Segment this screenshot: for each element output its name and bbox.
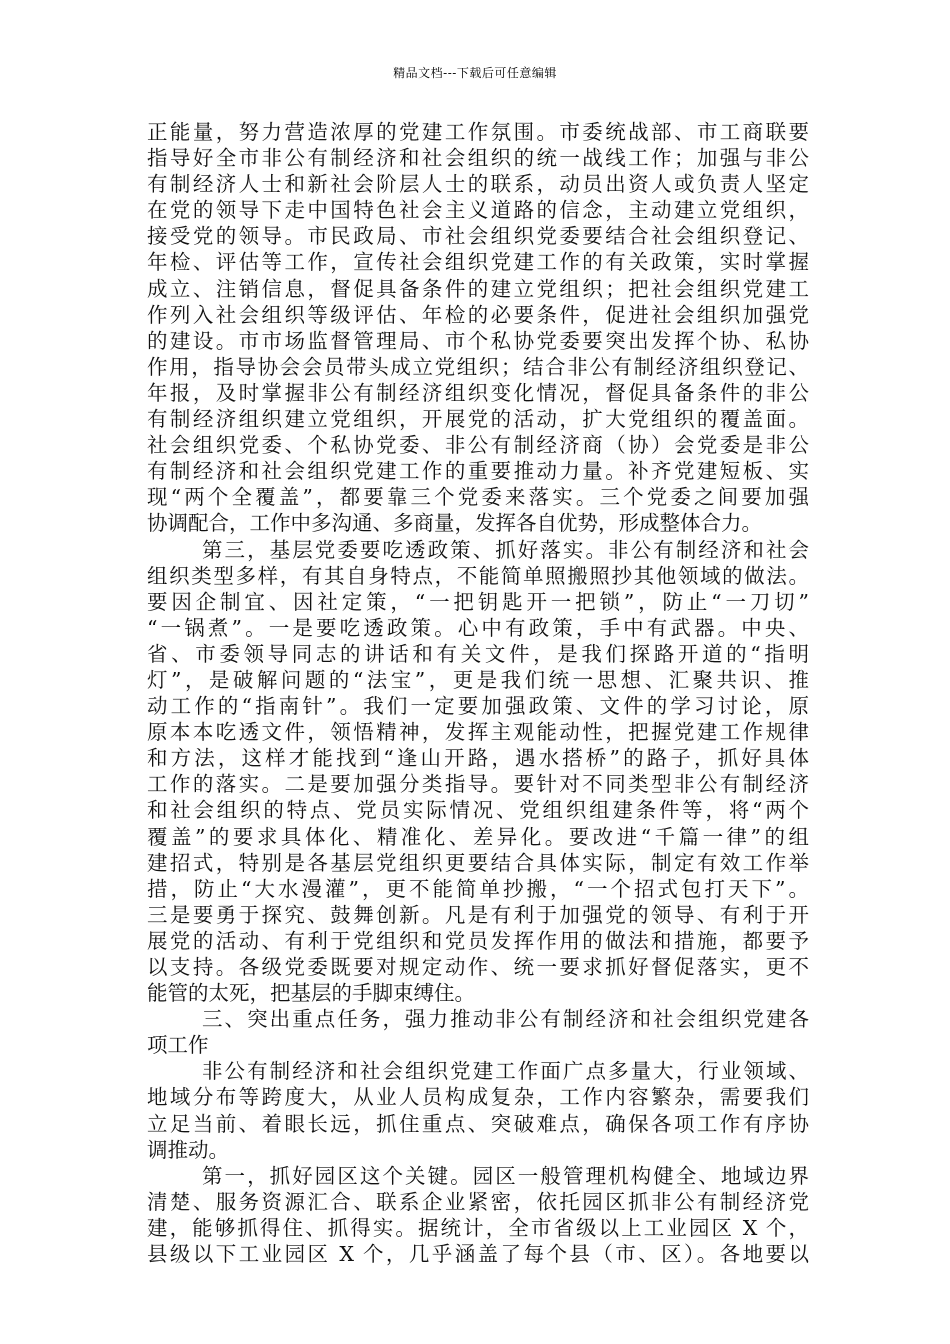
text-line: 有制经济组织建立党组织，开展党的活动，扩大党组织的覆盖面。 xyxy=(147,407,809,432)
text-line: 作用，指导协会会员带头成立党组织；结合非公有制经济组织登记、 xyxy=(147,354,809,379)
text-line: 年报，及时掌握非公有制经济组织变化情况，督促具备条件的非公 xyxy=(147,380,809,405)
text-line: 协调配合，工作中多沟通、多商量，发挥各自优势，形成整体合力。 xyxy=(147,511,762,536)
text-line: 社会组织党委、个私协党委、非公有制经济商（协）会党委是非公 xyxy=(147,433,809,458)
paragraph-first-line: 第一，抓好园区这个关键。园区一般管理机构健全、地域边界 xyxy=(202,1163,809,1188)
text-line: 正能量，努力营造浓厚的党建工作氛围。市委统战部、市工商联要 xyxy=(147,120,809,144)
document-body xyxy=(147,119,809,1267)
text-line: 措，防止“大水漫灌”，更不能简单抄搬，“一个招式包打天下”。 xyxy=(147,876,809,901)
text-line: 地域分布等跨度大，从业人员构成复杂，工作内容繁杂，需要我们 xyxy=(147,1085,809,1110)
text-line: 现“两个全覆盖”，都要靠三个党委来落实。三个党委之间要加强 xyxy=(147,485,809,510)
text-line: 县级以下工业园区 X 个，几乎涵盖了每个县（市、区）。各地要以 xyxy=(147,1242,809,1267)
paragraph-first-line: 第三，基层党委要吃透政策、抓好落实。非公有制经济和社会 xyxy=(202,537,809,562)
text-line: 有制经济人士和新社会阶层人士的联系，动员出资人或负责人坚定 xyxy=(147,172,809,197)
paragraph-first-line: 非公有制经济和社会组织党建工作面广点多量大，行业领域、 xyxy=(202,1059,809,1084)
text-line: 调推动。 xyxy=(147,1137,229,1162)
text-line: 成立、注销信息，督促具备条件的建立党组织；把社会组织党建工 xyxy=(147,276,809,301)
text-line: 覆盖”的要求具体化、精准化、差异化。要改进“千篇一律”的组 xyxy=(147,824,809,849)
page-header: 精品文档---下载后可任意编辑 xyxy=(393,66,557,80)
text-line: 灯”，是破解问题的“法宝”，更是我们统一思想、汇聚共识、推 xyxy=(147,667,809,692)
text-line: 接受党的领导。市民政局、市社会组织党委要结合社会组织登记、 xyxy=(147,224,809,249)
text-line: 能管的太死，把基层的手脚束缚住。 xyxy=(147,981,475,1006)
text-line: 以支持。各级党委既要对规定动作、统一要求抓好督促落实，更不 xyxy=(147,955,809,979)
text-line: 原本本吃透文件，领悟精神，发挥主观能动性，把握党建工作规律 xyxy=(147,720,809,745)
text-line: 和社会组织的特点、党员实际情况、党组织组建条件等，将“两个 xyxy=(147,798,809,823)
text-line: 的建设。市市场监督管理局、市个私协党委要突出发挥个协、私协 xyxy=(147,328,809,353)
text-line: 在党的领导下走中国特色社会主义道路的信念，主动建立党组织， xyxy=(147,198,809,223)
text-line: 指导好全市非公有制经济和社会组织的统一战线工作；加强与非公 xyxy=(147,146,809,171)
text-line: 和方法，这样才能找到“逢山开路，遇水搭桥”的路子，抓好具体 xyxy=(147,746,809,771)
text-line: 立足当前、着眼长远，抓住重点、突破难点，确保各项工作有序协 xyxy=(147,1111,809,1136)
text-line: 建，能够抓得住、抓得实。据统计，全市省级以上工业园区 X 个， xyxy=(147,1215,809,1240)
text-line: 省、市委领导同志的讲话和有关文件，是我们探路开道的“指明 xyxy=(147,641,809,666)
text-line: 有制经济和社会组织党建工作的重要推动力量。补齐党建短板、实 xyxy=(147,459,809,484)
text-line: 要因企制宜、因社定策，“一把钥匙开一把锁”，防止“一刀切” xyxy=(147,589,809,614)
text-line: 清楚、服务资源汇合、联系企业紧密，依托园区抓非公有制经济党 xyxy=(147,1189,809,1214)
text-line: 组织类型多样，有其自身特点，不能简单照搬照抄其他领域的做法。 xyxy=(147,563,809,588)
text-line: 建招式，特别是各基层党组织更要结合具体实际，制定有效工作举 xyxy=(147,850,809,875)
text-line: 作列入社会组织等级评估、年检的必要条件，促进社会组织加强党 xyxy=(147,302,809,327)
text-line: 三是要勇于探究、鼓舞创新。凡是有利于加强党的领导、有利于开 xyxy=(147,902,809,927)
section-heading-line: 项工作 xyxy=(147,1033,209,1058)
text-line: 工作的落实。二是要加强分类指导。要针对不同类型非公有制经济 xyxy=(147,772,809,797)
text-line: 动工作的“指南针”。我们一定要加强政策、文件的学习讨论，原 xyxy=(147,694,809,719)
text-line: “一锅煮”。一是要吃透政策。心中有政策，手中有武器。中央、 xyxy=(147,615,809,640)
text-line: 年检、评估等工作，宣传社会组织党建工作的有关政策，实时掌握 xyxy=(147,250,809,275)
text-line: 展党的活动、有利于党组织和党员发挥作用的做法和措施，都要予 xyxy=(147,928,809,953)
section-heading-line: 三、突出重点任务，强力推动非公有制经济和社会组织党建各 xyxy=(202,1007,809,1032)
